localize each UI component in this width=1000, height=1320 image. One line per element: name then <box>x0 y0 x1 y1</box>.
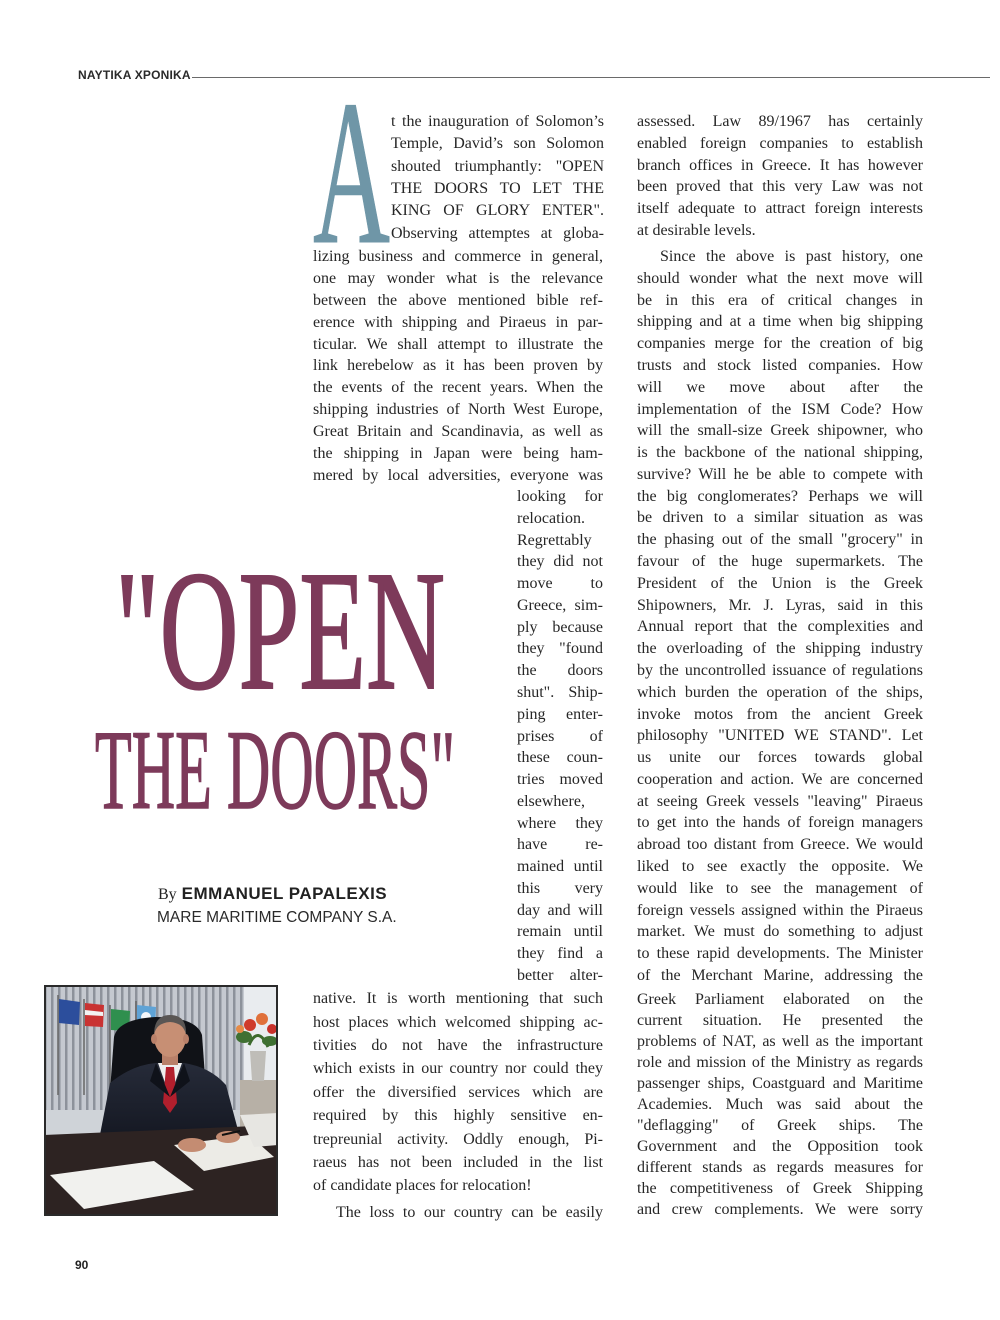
text-line: erence with shipping and Piraeus in par- <box>313 313 603 331</box>
text-line: and crew complements. We were sorry <box>637 1201 923 1219</box>
text-line: us unite our forces towards global <box>637 749 923 767</box>
drop-cap <box>305 95 391 255</box>
text-line: shut". Ship- <box>517 683 603 701</box>
text-line: t the inauguration of Solomon’s <box>391 112 604 130</box>
text-line: Observing attemptes at globa- <box>391 224 604 242</box>
text-line: Greece, sim- <box>517 596 603 614</box>
text-line: President of the Union is the Greek <box>637 574 923 592</box>
text-line: assessed. Law 89/1967 has certainly <box>637 113 923 131</box>
text-line: role and mission of the Ministry as regards <box>637 1053 923 1071</box>
text-line: the doors <box>517 662 603 680</box>
text-line: Government and the Opposition took <box>637 1138 923 1156</box>
page-number: 90 <box>75 1258 89 1272</box>
text-line: companies merge for the creation of big <box>637 335 923 353</box>
text-line: market. We must do something to adjust <box>637 923 923 941</box>
text-line: be driven to a similar situation as was <box>637 509 923 527</box>
text-line: "deflagging" of Greek ships. The <box>637 1117 923 1135</box>
text-line: they "found <box>517 640 603 658</box>
text-line: the competitiveness of Greek Shipping <box>637 1180 923 1198</box>
text-line: link herebelow as it has been proven by <box>313 357 603 375</box>
column-2-paragraph-2 <box>637 246 923 987</box>
text-line: would like to see the management of <box>637 879 923 897</box>
text-line: KING OF GLORY ENTER". <box>391 202 604 220</box>
text-line: one may wonder what is the relevance <box>313 269 603 287</box>
text-line: at seeing Greek vessels "leaving" Piraeus <box>637 792 923 810</box>
text-line: the events of the recent years. When the <box>313 379 603 397</box>
text-line: Temple, David’s son Solomon <box>391 135 604 153</box>
text-line: tivities do not have the infrastructure <box>313 1037 603 1055</box>
text-line: to get into the hands of foreign managers <box>637 814 923 832</box>
text-line: current situation. He presented the <box>637 1011 923 1029</box>
text-line: ply because <box>517 618 603 636</box>
text-line: tries moved <box>517 771 603 789</box>
column-2-paragraph-2-continued <box>637 989 923 1221</box>
text-line: trusts and stock listed companies. How <box>637 357 923 374</box>
text-line: Annual report that the complexities and <box>637 618 923 636</box>
text-line: raeus has not been included in the list <box>313 1153 603 1171</box>
text-line: looking for <box>517 488 603 506</box>
text-line: mered by local adversities, everyone was <box>313 466 603 484</box>
text-line: offer the diversified services which are <box>313 1083 603 1101</box>
header-rule <box>192 77 990 78</box>
text-line: the shipping in Japan were being ham- <box>313 445 603 463</box>
text-line: which burden the operation of the ships, <box>637 683 923 701</box>
text-line: Since the above is past history, one <box>660 248 923 266</box>
text-line: been proved that this very Law was not <box>637 178 923 196</box>
text-line: the phasing out of the small "grocery" in <box>637 531 923 549</box>
text-line: the big conglomerates? Perhaps we will <box>637 487 923 505</box>
text-line: implementation of the ISM Code? How <box>637 400 923 418</box>
text-line: branch offices in Greece. It has however <box>637 156 923 174</box>
text-line: between the above mentioned bible ref- <box>313 291 603 309</box>
text-line: be in this era of critical changes in <box>637 291 923 309</box>
text-line: itself adequate to attract foreign interests <box>637 200 923 218</box>
text-line: THE DOORS TO LET THE <box>391 179 604 197</box>
text-line: ticular. We shall attempt to illustrate the <box>313 335 603 353</box>
text-line: Greek Parliament elaborated on the <box>637 990 923 1008</box>
text-line: different stands as regards measures for <box>637 1159 923 1177</box>
text-line: enabled foreign companies to establish <box>637 134 923 152</box>
text-line: will we move about after the <box>637 378 923 396</box>
column-1-dropcap-lines <box>391 111 604 245</box>
byline-by: By <box>158 886 177 903</box>
text-line: elsewhere, <box>517 792 585 810</box>
title-line-2: THE DOORS" <box>95 708 455 820</box>
text-line: of the Merchant Marine, addressing the <box>637 966 923 984</box>
text-line: trepreunial activity. Oddly enough, Pi- <box>313 1130 603 1148</box>
byline <box>158 884 387 904</box>
text-line: day and will <box>517 901 603 919</box>
text-line: liked to see exactly the opposite. We <box>637 857 923 875</box>
text-line: The loss to our country can be easily <box>336 1204 603 1222</box>
text-line: should wonder what the next move will <box>637 269 923 287</box>
text-line: relocation. <box>517 509 585 527</box>
text-line: survive? Will he be able to compete with <box>637 465 923 483</box>
text-line: they did not <box>517 553 603 571</box>
text-line: have re- <box>517 836 603 854</box>
text-line: foreign vessels assigned within the Piraeus <box>637 901 923 919</box>
text-line: lizing business and commerce in general, <box>313 248 603 265</box>
column-1-wide-lines <box>313 246 603 487</box>
text-line: Shipowners, Mr. J. Lyras, said in this <box>637 596 923 614</box>
text-line: Regrettably <box>517 531 592 549</box>
author-company: MARE MARITIME COMPANY S.A. <box>157 909 397 926</box>
text-line: move to <box>517 575 603 593</box>
column-1-wrap-lines <box>517 486 603 987</box>
text-line: prises of <box>517 727 603 745</box>
text-line: ping enter- <box>517 705 603 723</box>
text-line: problems of NAT, as well as the important <box>637 1032 923 1050</box>
text-line: this very <box>517 879 603 897</box>
text-line: to these rapid developments. The Minister <box>637 945 923 963</box>
text-line: abroad too distant from Greece. We would <box>637 836 923 854</box>
drop-cap-letter: A <box>313 95 390 255</box>
text-line: invoke motos from the ancient Greek <box>637 705 923 723</box>
text-line: shipping and at a time when big shipping <box>637 313 923 331</box>
text-line: Academies. Much was said about the <box>637 1095 923 1113</box>
text-line: the overloading of the shipping industry <box>637 640 923 658</box>
text-line: will the small-size Greek shipowner, who <box>637 422 923 440</box>
text-line: shipping industries of North West Europe, <box>313 401 603 419</box>
text-line: these coun- <box>517 749 603 767</box>
author-name: EMMANUEL PAPALEXIS <box>181 884 388 903</box>
text-line: where they <box>517 814 603 832</box>
text-line: they find a <box>517 945 603 963</box>
text-line: native. It is worth mentioning that such <box>313 990 603 1008</box>
text-line: philosophy "UNITED WE STAND". Let <box>637 727 923 745</box>
text-line: is the backbone of the national shipping, <box>637 444 923 462</box>
publication-name: NAYTIKA XPONIKA <box>78 68 191 82</box>
column-1-closing-lines <box>313 1201 603 1224</box>
text-line: by the uncontrolled issuance of regulations <box>637 661 923 679</box>
text-line: of candidate places for relocation! <box>313 1177 532 1195</box>
article-title <box>80 560 480 820</box>
text-line: Great Britain and Scandinavia, as well as <box>313 423 603 441</box>
text-line: cooperation and action. We are concerned <box>637 770 923 788</box>
text-line: favour of the huge supermarkets. The <box>637 553 923 571</box>
text-line: which exists in our country nor could they <box>313 1060 603 1078</box>
text-line: remain until <box>517 923 603 941</box>
text-line: passenger ships, Coastguard and Maritime <box>637 1074 923 1092</box>
column-2-paragraph-1 <box>637 111 923 242</box>
title-line-1: "OPEN <box>115 560 445 725</box>
text-line: host places which welcomed shipping ac- <box>313 1013 603 1031</box>
text-line: better alter- <box>517 966 603 984</box>
text-line: required by this highly sensitive en- <box>313 1107 603 1125</box>
author-photo <box>44 985 278 1216</box>
column-1-lower-lines <box>313 987 603 1197</box>
text-line: mained until <box>517 858 603 876</box>
text-line: shouted triumphantly: "OPEN <box>391 157 604 175</box>
text-line: at desirable levels. <box>637 222 756 240</box>
